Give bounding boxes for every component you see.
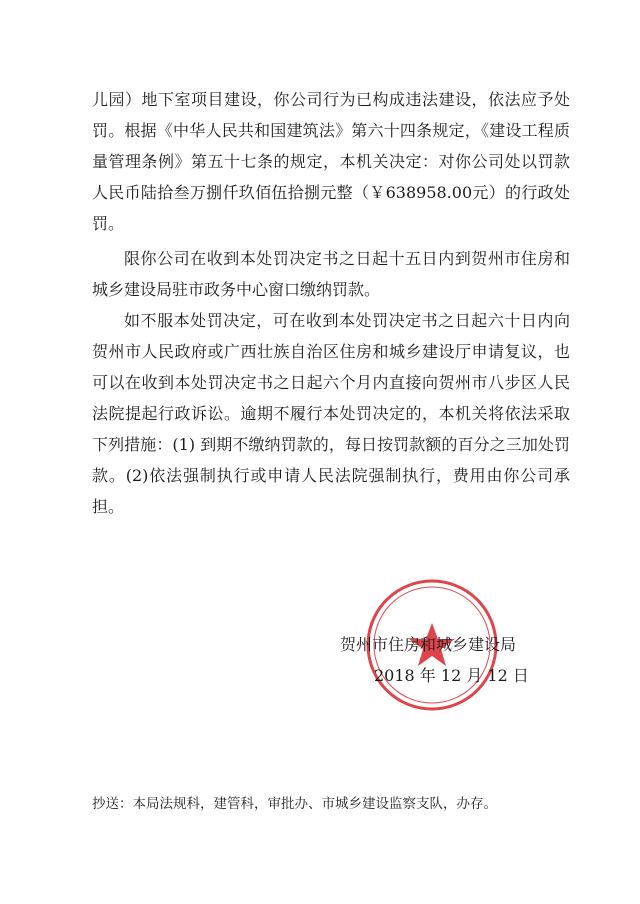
issuing-authority: 贺州市住房和城乡建设局 xyxy=(340,635,517,654)
cc-line: 抄送：本局法规科，建管科，审批办、市城乡建设监察支队，办存。 xyxy=(92,796,497,812)
paragraph-penalty: 儿园）地下室项目建设，你公司行为已构成违法建设，依法应予处罚。根据《中华人民共和国建筑法》第六十四条规定，《建设工程质量管理条例》第五十七条的规定，本机关决定：对你公司处以罚款人民币陆拾叁万捌仟玖佰伍拾捌元整（￥638958.00元）的行政处罚。 xyxy=(92,90,570,233)
paragraph-payment: 限你公司在收到本处罚决定书之日起十五日内到贺州市住房和城乡建设局驻市政务中心窗口缴纳罚款。 xyxy=(92,249,570,299)
issue-date: 2018 年 12 月 12 日 xyxy=(374,666,529,685)
decision-body xyxy=(92,84,570,522)
paragraph-appeal: 如不服本处罚决定，可在收到本处罚决定书之日起六十日内向贺州市人民政府或广西壮族自治区住房和城乡建设厅申请复议，也可以在收到本处罚决定书之日起六个月内直接向贺州市八步区人民法院提起行政诉讼。逾期不履行本处罚决定的，本机关将依法采取下列措施：(1) 到期不缴纳罚款的，每日按罚款额的百分之三加处罚款。(2)依法强制执行或申请人民法院强制执行，费用由你公司承担。 xyxy=(92,311,570,516)
